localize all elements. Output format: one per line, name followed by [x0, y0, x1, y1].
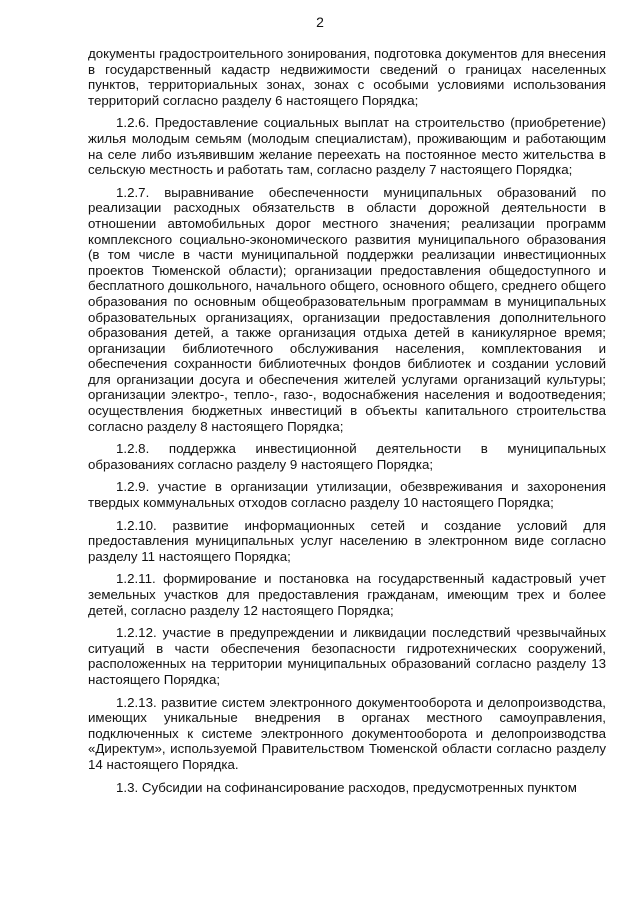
page-number: 2 [316, 14, 324, 30]
paragraph-1-2-10: 1.2.10. развитие информационных сетей и создание условий для предоставления муниципальных услуг населению в электронном виде согласно разделу 11 настоящего Порядка; [88, 517, 606, 564]
paragraph-1-3: 1.3. Субсидии на софинансирование расходов, предусмотренных пунктом [116, 779, 577, 795]
paragraph-1-2-12: 1.2.12. участие в предупреждении и ликвидации последствий чрезвычайных ситуаций в части обеспечения безопасности гидротехнических сооружений, расположенных на территории муниципальных образований согласно разделу 13 настоящего Порядка; [88, 625, 606, 687]
paragraph-1-2-11: 1.2.11. формирование и постановка на государственный кадастровый учет земельных участков для предоставления гражданам, имеющим трех и более детей, согласно разделу 12 настоящего Порядка; [88, 571, 606, 618]
paragraph-1-2-13: 1.2.13. развитие систем электронного документооборота и делопроизводства, имеющих уникальные внедрения в органах местного самоуправления, подключенных к системе электронного документооборота и делопроизводства «Директум», используемой Правительством Тюменской области согласно разделу 14 настоящего Порядка. [88, 694, 606, 772]
paragraph-1-2-8: 1.2.8. поддержка инвестиционной деятельности в муниципальных образованиях согласно разделу 9 настоящего Порядка; [88, 441, 606, 472]
document-body [88, 46, 606, 802]
paragraph-1-2-6: 1.2.6. Предоставление социальных выплат на строительство (приобретение) жилья молодым семьям (молодым специалистам), проживающим и работающим на селе либо изъявившим желание переехать на постоянное место жительства в сельскую местность и работать там, согласно разделу 7 настоящего Порядка; [88, 115, 606, 178]
paragraph-1-2-9: 1.2.9. участие в организации утилизации, обезвреживания и захоронения твердых коммунальных отходов согласно разделу 10 настоящего Порядка; [88, 479, 606, 511]
paragraph-1-2-7: 1.2.7. выравнивание обеспеченности муниципальных образований по реализации расходных обязательств в области дорожной деятельности в отношении автомобильных дорог местного значения; реализации программ комплексного социально-экономического развития муниципального образования (в том числе в части муниципальной поддержки реализации инвестиционных проектов Тюменской области); организации предоставления общедоступного и бесплатного дошкольного, начального общего, основного общего, среднего общего образования по основным общеобразовательным программам в муниципальных образовательных организациях, организации предоставления дополнительного образования детей, а также организация отдыха детей в каникулярное время; организации библиотечного обслуживания населения, комплектования и обеспечения сохранности библиотечных фондов библиотек и создании условий для организации досуга и обеспечения жителей услугами организаций культуры; организации электро-, тепло-, газо-, водоснабжения населения и водоотведения; осуществления бюджетных инвестиций в объекты капитального строительства согласно разделу 8 настоящего Порядка; [88, 184, 606, 434]
paragraph-continuation: документы градостроительного зонирования, подготовка документов для внесения в государственный кадастр недвижимости сведений о границах населенных пунктов, территориальных зонах, зонах с особыми условиями использования территорий согласно разделу 6 настоящего Порядка; [88, 46, 606, 108]
